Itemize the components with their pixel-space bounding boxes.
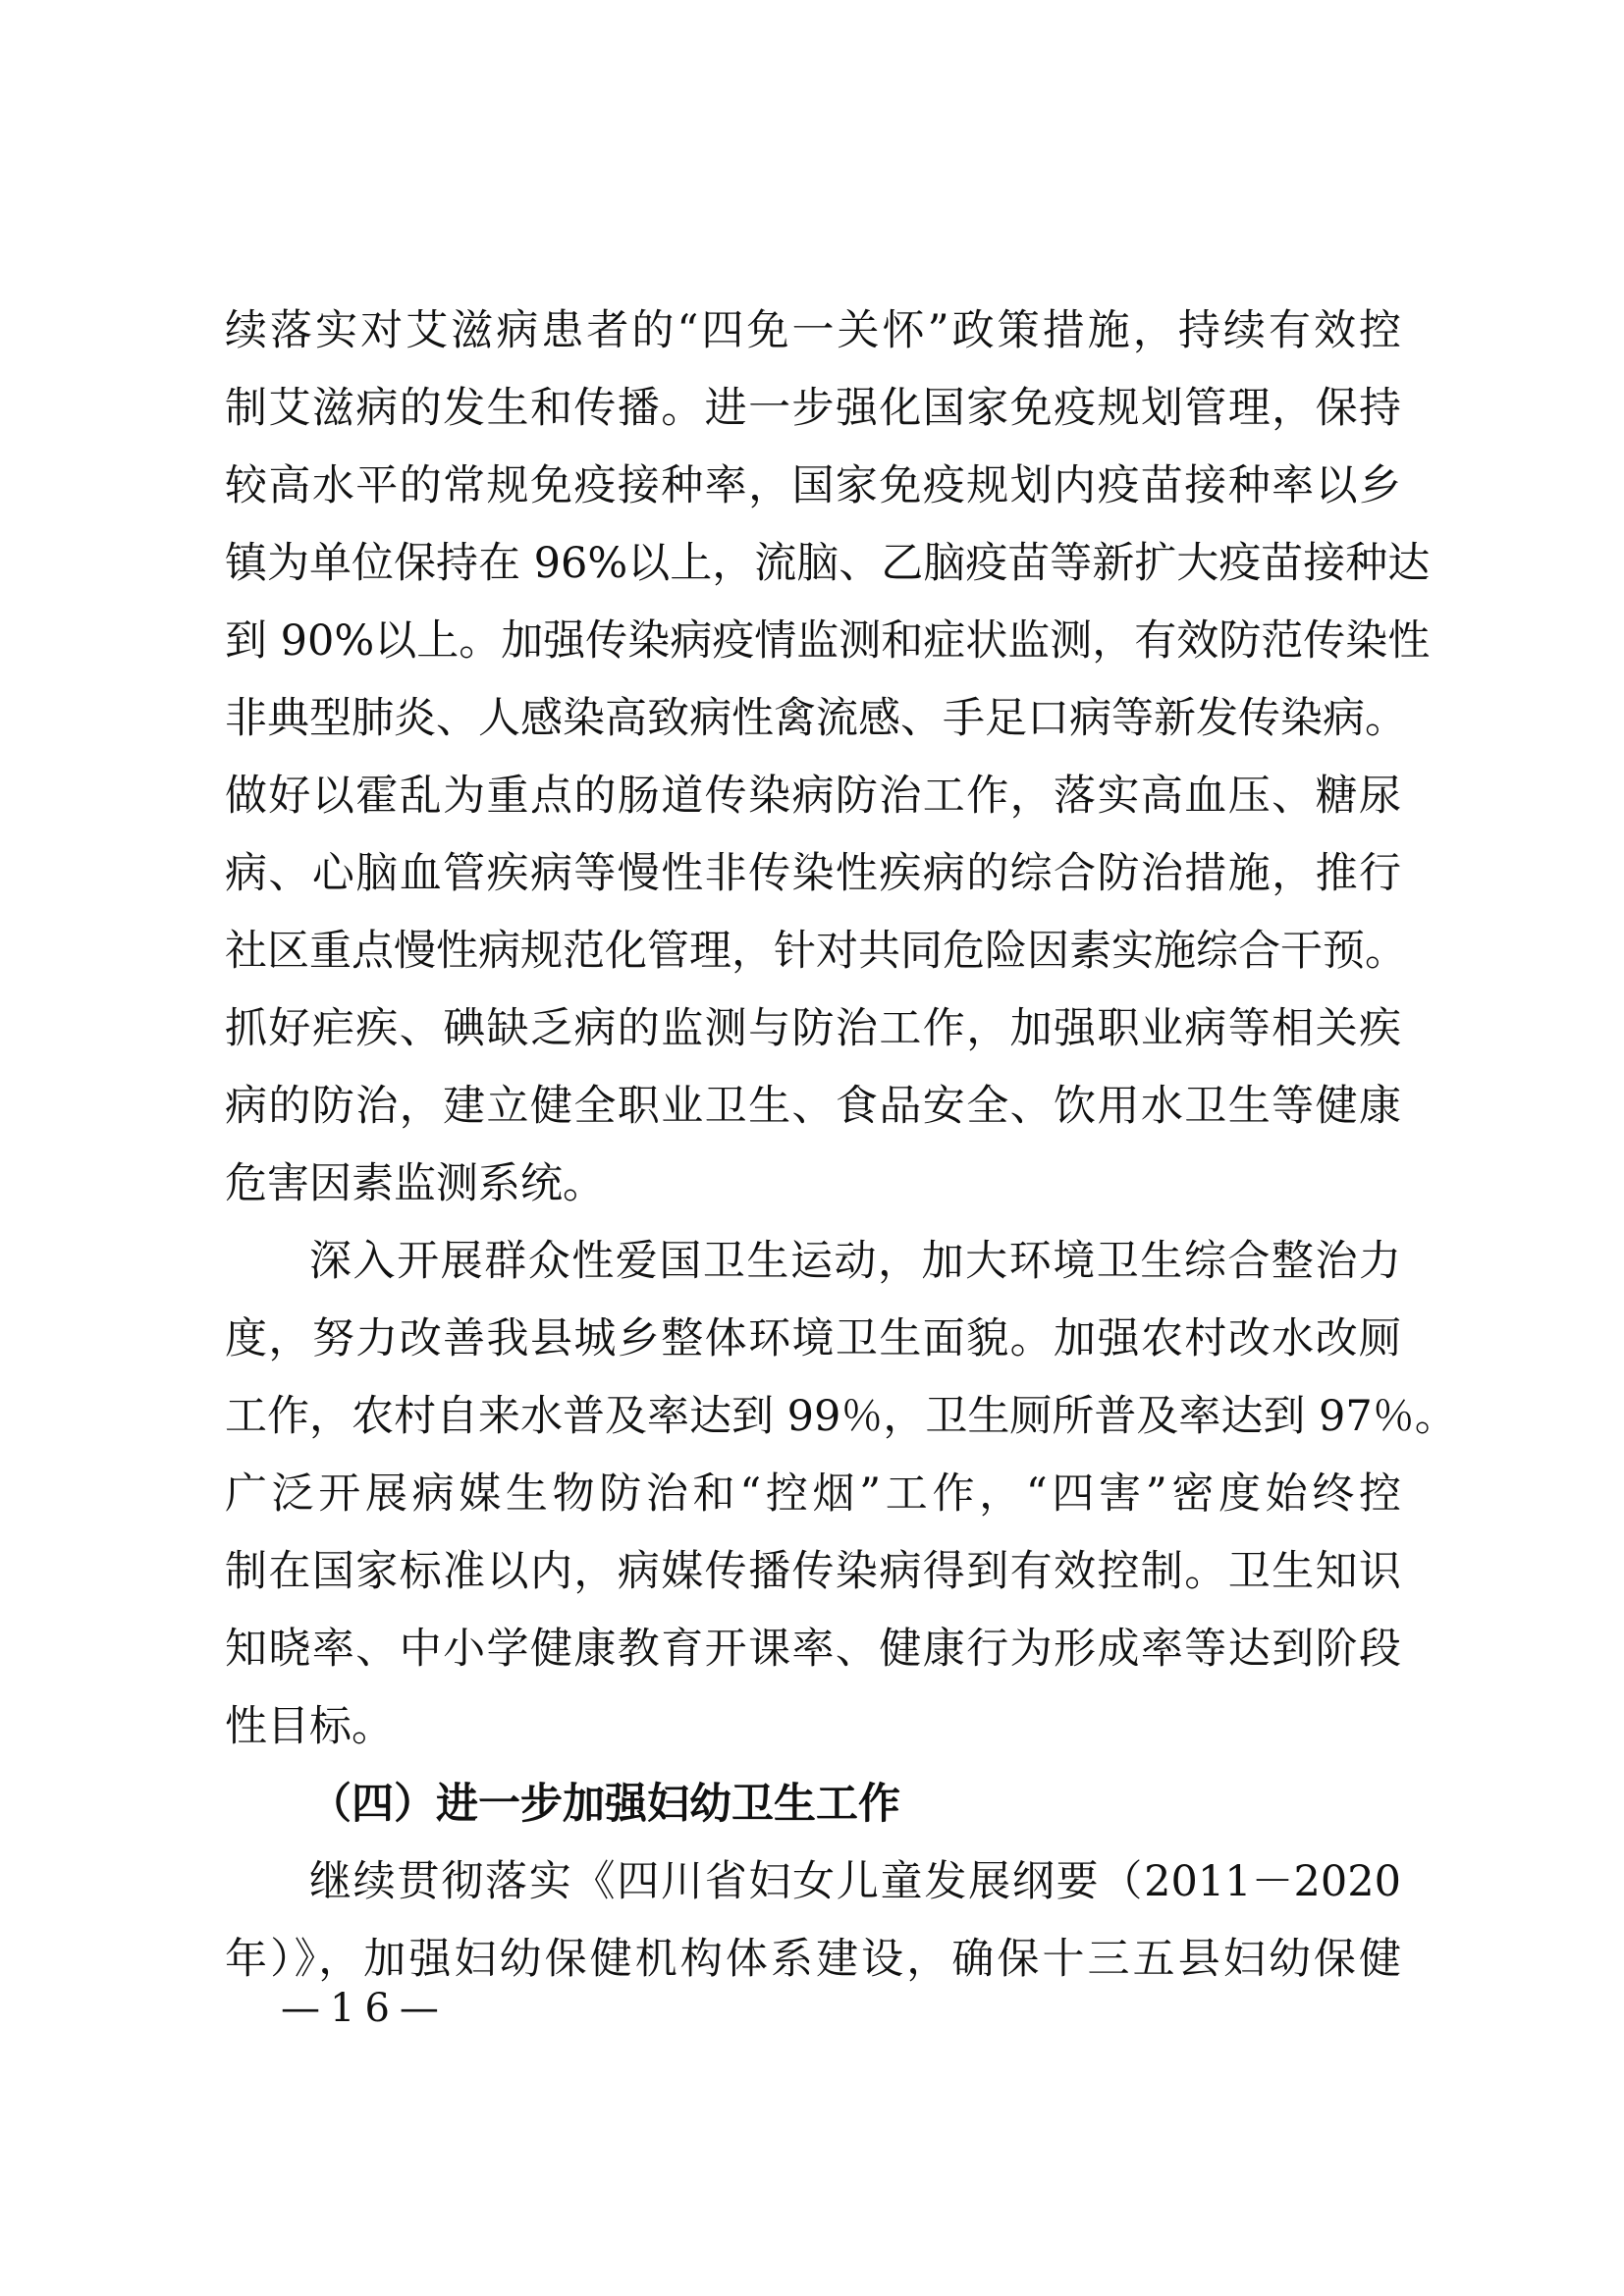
text-line: 抓好疟疾、碘缺乏病的监测与防治工作，加强职业病等相关疾: [225, 1004, 1401, 1053]
text-line: 到 90%以上。加强传染病疫情监测和症状监测，有效防范传染性: [225, 616, 1431, 666]
page-number: —16—: [281, 1986, 449, 2031]
text-line: 深入开展群众性爱国卫生运动，加大环境卫生综合整治力: [309, 1237, 1401, 1286]
text-line: 工作，农村自来水普及率达到 99％，卫生厕所普及率达到 97％。: [225, 1392, 1457, 1441]
text-line: 续落实对艾滋病患者的“四免一关怀”政策措施，持续有效控: [225, 306, 1401, 355]
text-line: 病的防治，建立健全职业卫生、食品安全、饮用水卫生等健康: [225, 1082, 1401, 1131]
section-heading: （四）进一步加强妇幼卫生工作: [309, 1780, 900, 1829]
text-line: 做好以霍乱为重点的肠道传染病防治工作，落实高血压、糖尿: [225, 772, 1401, 821]
text-line: 继续贯彻落实《四川省妇女儿童发展纲要（2011－2020: [309, 1857, 1401, 1906]
text-line: 性目标。: [225, 1702, 394, 1751]
text-line: 制在国家标准以内，病媒传播传染病得到有效控制。卫生知识: [225, 1547, 1401, 1596]
text-line: 广泛开展病媒生物防治和“控烟”工作，“四害”密度始终控: [225, 1469, 1401, 1519]
text-line: 年）》，加强妇幼保健机构体系建设，确保十三五县妇幼保健: [225, 1935, 1401, 1984]
text-line: 知晓率、中小学健康教育开课率、健康行为形成率等达到阶段: [225, 1625, 1401, 1674]
text-line: 镇为单位保持在 96%以上，流脑、乙脑疫苗等新扩大疫苗接种达: [225, 539, 1431, 588]
text-line: 较高水平的常规免疫接种率，国家免疫规划内疫苗接种率以乡: [225, 461, 1401, 510]
text-line: 制艾滋病的发生和传播。进一步强化国家免疫规划管理，保持: [225, 384, 1401, 433]
text-line: 非典型肺炎、人感染高致病性禽流感、手足口病等新发传染病。: [225, 694, 1407, 743]
text-line: 病、心脑血管疾病等慢性非传染性疾病的综合防治措施，推行: [225, 849, 1401, 898]
body-text: [225, 293, 1457, 1999]
text-line: 度，努力改善我县城乡整体环境卫生面貌。加强农村改水改厕: [225, 1314, 1401, 1363]
text-line: 危害因素监测系统。: [225, 1159, 605, 1208]
text-line: 社区重点慢性病规范化管理，针对共同危险因素实施综合干预。: [225, 927, 1407, 976]
